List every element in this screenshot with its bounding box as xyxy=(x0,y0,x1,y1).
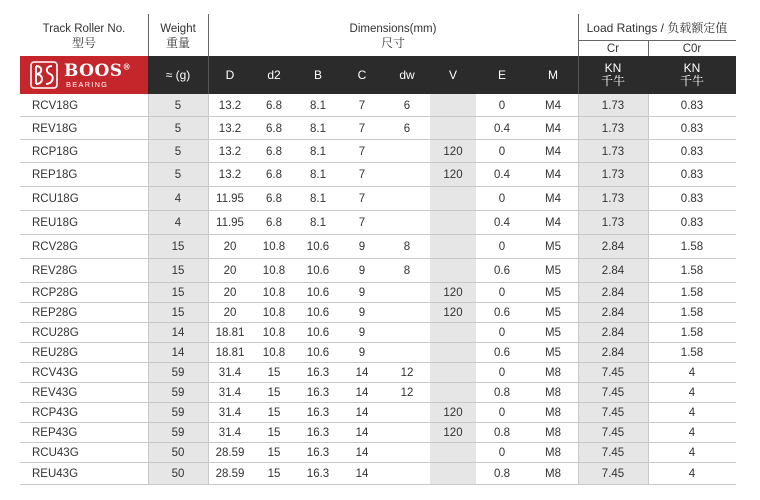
cell-c: 7 xyxy=(358,122,366,135)
cell-dw xyxy=(384,303,430,323)
cell-v xyxy=(430,235,476,259)
cell-c: 7 xyxy=(358,99,366,112)
cell-b: 16.3 xyxy=(306,387,330,399)
column-divider xyxy=(578,94,579,485)
cell-d: 11.95 xyxy=(216,217,244,229)
cell-d: 18.81 xyxy=(215,327,245,339)
table-row xyxy=(20,463,736,485)
cell-b: 8.1 xyxy=(310,145,326,158)
header-underline xyxy=(578,40,736,41)
brand-logo xyxy=(20,56,148,94)
cell-e: 0 xyxy=(498,145,506,158)
cell-c: 7 xyxy=(358,169,366,181)
cell-m: M8 xyxy=(545,468,561,480)
cell-v xyxy=(430,463,476,485)
dimensions-header xyxy=(208,22,578,50)
cell-name: REU28G xyxy=(32,347,79,359)
cell-cr: 7.45 xyxy=(578,363,648,383)
header-divider xyxy=(578,14,579,56)
table-row xyxy=(20,140,736,163)
kn-unit-zh: 千牛 xyxy=(679,74,704,88)
cell-dw: 6 xyxy=(403,99,411,112)
cell-c0r: 1.58 xyxy=(680,327,704,339)
cell-dw: 8 xyxy=(403,241,411,253)
cell-dw xyxy=(384,343,430,363)
cell-m: M4 xyxy=(545,145,561,158)
cell-b: 10.6 xyxy=(306,307,330,319)
model-header xyxy=(20,22,148,50)
cell-name: RCV28G xyxy=(32,241,79,253)
cell-name: REU43G xyxy=(32,468,79,480)
cell-cr: 1.73 xyxy=(578,140,648,163)
table-row xyxy=(20,323,736,343)
cell-e: 0.4 xyxy=(494,169,510,181)
cell-cr: 7.45 xyxy=(578,383,648,403)
cell-d: 31.4 xyxy=(218,427,242,439)
table-row xyxy=(20,343,736,363)
cell-e: 0 xyxy=(498,287,506,299)
band-separator xyxy=(578,56,579,94)
cell-name: RCU43G xyxy=(32,447,79,459)
weight-unit-header: ≈ (g) xyxy=(165,67,191,82)
cell-e: 0.6 xyxy=(494,347,510,359)
cell-m: M5 xyxy=(545,241,561,253)
cell-c: 14 xyxy=(355,468,369,480)
cell-dw: 12 xyxy=(400,387,414,399)
cell-d: 20 xyxy=(223,241,237,253)
cell-c0r: 0.83 xyxy=(680,145,704,158)
cell-v: 120 xyxy=(430,163,476,187)
cell-e: 0 xyxy=(498,327,506,339)
cell-m: M8 xyxy=(545,427,561,439)
column-divider xyxy=(208,94,209,485)
table-row xyxy=(20,117,736,140)
weight-header-zh: 重量 xyxy=(165,36,190,50)
cell-b: 16.3 xyxy=(306,407,330,419)
cell-b: 8.1 xyxy=(310,99,326,112)
cell-c0r: 1.58 xyxy=(680,265,704,277)
band-separator xyxy=(208,56,209,94)
cell-d2: 10.8 xyxy=(262,327,286,339)
cell-d2: 6.8 xyxy=(266,99,282,112)
cell-d: 11.95 xyxy=(216,193,244,205)
cell-w: 15 xyxy=(148,235,208,259)
cell-d2: 15 xyxy=(267,407,281,419)
cell-b: 8.1 xyxy=(310,193,326,205)
cell-c: 9 xyxy=(358,241,366,253)
cell-cr: 7.45 xyxy=(578,423,648,443)
cell-cr: 7.45 xyxy=(578,443,648,463)
cell-d2: 10.8 xyxy=(262,265,286,277)
cell-c: 7 xyxy=(358,193,366,205)
cell-d2: 15 xyxy=(267,427,281,439)
cell-cr: 2.84 xyxy=(578,259,648,283)
cell-e: 0 xyxy=(498,407,506,419)
cell-w: 5 xyxy=(148,163,208,187)
cell-d: 13.2 xyxy=(218,145,242,158)
cell-e: 0 xyxy=(498,241,506,253)
cell-v xyxy=(430,343,476,363)
weight-header xyxy=(148,22,208,50)
cell-v: 120 xyxy=(430,303,476,323)
cell-name: REP28G xyxy=(32,307,78,319)
cell-w: 50 xyxy=(148,463,208,485)
cell-dw xyxy=(384,140,430,163)
cell-m: M4 xyxy=(545,122,561,135)
cell-dw: 12 xyxy=(400,367,414,379)
cell-w: 59 xyxy=(148,363,208,383)
cell-e: 0 xyxy=(498,193,506,205)
column-header-dw: dw xyxy=(399,67,415,82)
cell-c0r: 1.58 xyxy=(680,287,704,299)
table-row xyxy=(20,235,736,259)
row-divider xyxy=(20,484,736,485)
table-row xyxy=(20,187,736,211)
cell-dw xyxy=(384,403,430,423)
table-row xyxy=(20,403,736,423)
table-row xyxy=(20,383,736,403)
cr-unit-header xyxy=(578,56,648,94)
cell-v xyxy=(430,363,476,383)
cell-name: REV28G xyxy=(32,265,78,277)
boos-logo-icon xyxy=(30,61,58,89)
cell-v xyxy=(430,443,476,463)
cell-m: M5 xyxy=(545,307,561,319)
cell-name: REV43G xyxy=(32,387,78,399)
cell-w: 15 xyxy=(148,283,208,303)
header-divider xyxy=(648,40,649,56)
cell-d: 13.2 xyxy=(218,99,242,112)
table-row xyxy=(20,163,736,187)
cell-w: 4 xyxy=(148,211,208,235)
cell-d2: 10.8 xyxy=(262,307,286,319)
cell-e: 0 xyxy=(498,367,506,379)
cell-name: RCU28G xyxy=(32,327,79,339)
cell-c0r: 4 xyxy=(688,468,696,480)
cell-cr: 2.84 xyxy=(578,323,648,343)
cell-m: M5 xyxy=(545,265,561,277)
cell-d: 31.4 xyxy=(218,407,242,419)
cell-m: M8 xyxy=(545,447,561,459)
weight-header-en: Weight xyxy=(160,23,196,35)
cell-c: 9 xyxy=(358,307,366,319)
cell-m: M4 xyxy=(545,169,561,181)
cell-c: 9 xyxy=(358,347,366,359)
cell-d2: 10.8 xyxy=(262,241,286,253)
cell-w: 15 xyxy=(148,259,208,283)
cell-c0r: 0.83 xyxy=(680,99,704,112)
cell-b: 16.3 xyxy=(306,367,330,379)
cell-d2: 10.8 xyxy=(262,347,286,359)
cell-d2: 10.8 xyxy=(262,287,286,299)
cell-dw: 6 xyxy=(403,122,411,135)
cell-c0r: 4 xyxy=(688,387,696,399)
cell-e: 0.8 xyxy=(494,468,510,480)
cell-w: 4 xyxy=(148,187,208,211)
cell-c: 9 xyxy=(358,327,366,339)
cell-d2: 6.8 xyxy=(266,193,282,205)
cell-v xyxy=(430,383,476,403)
model-header-zh: 型号 xyxy=(71,36,96,50)
cr-header: Cr xyxy=(606,43,620,55)
column-header-d2: d2 xyxy=(267,67,281,82)
cell-dw xyxy=(384,211,430,235)
cell-d: 18.81 xyxy=(215,347,245,359)
cell-dw xyxy=(384,443,430,463)
cell-w: 14 xyxy=(148,343,208,363)
cell-name: RCV18G xyxy=(32,99,79,112)
column-divider xyxy=(648,94,649,485)
cell-b: 10.6 xyxy=(306,265,330,277)
cell-m: M5 xyxy=(545,347,561,359)
cell-name: RCV43G xyxy=(32,367,79,379)
table-row xyxy=(20,259,736,283)
cell-w: 59 xyxy=(148,383,208,403)
cell-w: 5 xyxy=(148,117,208,140)
cell-c0r: 4 xyxy=(688,367,696,379)
brand-sub: BEARING xyxy=(66,80,109,89)
cell-cr: 1.73 xyxy=(578,117,648,140)
cell-v xyxy=(430,187,476,211)
cell-c0r: 4 xyxy=(688,407,696,419)
column-header-m: M xyxy=(548,67,558,82)
cell-c0r: 0.83 xyxy=(680,122,704,135)
cell-v: 120 xyxy=(430,423,476,443)
cell-d: 20 xyxy=(223,287,237,299)
cell-cr: 1.73 xyxy=(578,211,648,235)
cell-b: 16.3 xyxy=(306,427,330,439)
cell-c: 14 xyxy=(355,427,369,439)
cell-c0r: 0.83 xyxy=(680,169,704,181)
cell-c: 14 xyxy=(355,387,369,399)
cell-cr: 7.45 xyxy=(578,403,648,423)
cell-b: 8.1 xyxy=(310,217,326,229)
cell-cr: 1.73 xyxy=(578,187,648,211)
cell-v: 120 xyxy=(430,283,476,303)
cell-e: 0.4 xyxy=(494,122,510,135)
model-header-en: Track Roller No. xyxy=(42,23,126,35)
cell-cr: 2.84 xyxy=(578,343,648,363)
cell-cr: 1.73 xyxy=(578,163,648,187)
cell-name: REV18G xyxy=(32,122,78,135)
cell-m: M8 xyxy=(545,387,561,399)
column-divider xyxy=(148,94,149,485)
cell-dw: 8 xyxy=(403,265,411,277)
cell-cr: 2.84 xyxy=(578,303,648,323)
cell-c0r: 4 xyxy=(688,447,696,459)
cell-e: 0.6 xyxy=(494,307,510,319)
cell-cr: 2.84 xyxy=(578,283,648,303)
cell-v: 120 xyxy=(430,403,476,423)
load-ratings-header: Load Ratings / 负载额定值 xyxy=(586,21,728,35)
cell-name: RCP28G xyxy=(32,287,79,299)
cell-d2: 15 xyxy=(267,468,281,480)
cell-c0r: 0.83 xyxy=(680,193,704,205)
cell-d2: 6.8 xyxy=(266,145,282,158)
cell-m: M4 xyxy=(545,99,561,112)
cell-c: 7 xyxy=(358,217,366,229)
cell-dw xyxy=(384,163,430,187)
cell-v xyxy=(430,94,476,117)
cell-b: 10.6 xyxy=(306,347,330,359)
table-row xyxy=(20,423,736,443)
cell-cr: 2.84 xyxy=(578,235,648,259)
cell-dw xyxy=(384,283,430,303)
cell-c0r: 1.58 xyxy=(680,347,704,359)
cell-c: 9 xyxy=(358,265,366,277)
cell-m: M5 xyxy=(545,287,561,299)
cell-name: REU18G xyxy=(32,217,79,229)
table-row xyxy=(20,283,736,303)
kn-unit-en: KN xyxy=(683,61,701,75)
cell-name: REP43G xyxy=(32,427,78,439)
cell-v: 120 xyxy=(430,140,476,163)
cell-d: 20 xyxy=(223,307,237,319)
cell-e: 0 xyxy=(498,447,506,459)
cell-dw xyxy=(384,187,430,211)
cell-v xyxy=(430,323,476,343)
cell-dw xyxy=(384,423,430,443)
cell-d: 20 xyxy=(223,265,237,277)
cell-d: 13.2 xyxy=(218,169,242,181)
cell-m: M4 xyxy=(545,193,561,205)
cell-cr: 1.73 xyxy=(578,94,648,117)
cell-b: 10.6 xyxy=(306,241,330,253)
header-divider xyxy=(208,14,209,56)
cell-d: 13.2 xyxy=(218,122,242,135)
cell-w: 50 xyxy=(148,443,208,463)
cell-name: RCP18G xyxy=(32,145,79,158)
cell-e: 0.8 xyxy=(494,427,510,439)
dimensions-header-en: Dimensions(mm) xyxy=(349,23,437,35)
dimensions-header-zh: 尺寸 xyxy=(380,36,405,50)
cell-name: RCU18G xyxy=(32,193,79,205)
cell-c: 14 xyxy=(355,447,369,459)
registered-mark: ® xyxy=(122,61,132,72)
cell-m: M8 xyxy=(545,407,561,419)
cell-c: 9 xyxy=(358,287,366,299)
cell-e: 0.4 xyxy=(494,217,510,229)
c0r-header: C0r xyxy=(682,43,702,55)
cell-w: 14 xyxy=(148,323,208,343)
kn-unit-zh: 千牛 xyxy=(600,74,625,88)
table-row xyxy=(20,94,736,117)
cell-w: 5 xyxy=(148,94,208,117)
cell-d: 28.59 xyxy=(215,468,245,480)
cell-c0r: 1.58 xyxy=(680,307,704,319)
cell-b: 10.6 xyxy=(306,327,330,339)
cell-dw xyxy=(384,323,430,343)
cell-d2: 15 xyxy=(267,367,281,379)
cell-b: 16.3 xyxy=(306,468,330,480)
cell-b: 8.1 xyxy=(310,169,326,181)
cell-d2: 15 xyxy=(267,387,281,399)
brand-name-text: BOOS xyxy=(64,61,123,81)
column-header-b: B xyxy=(313,67,322,82)
cell-dw xyxy=(384,463,430,485)
brand-name xyxy=(64,61,131,81)
column-header-e: E xyxy=(497,67,506,82)
cell-e: 0.8 xyxy=(494,387,510,399)
cell-d2: 6.8 xyxy=(266,122,282,135)
cell-e: 0.6 xyxy=(494,265,510,277)
kn-unit-en: KN xyxy=(604,61,622,75)
table-row xyxy=(20,211,736,235)
cell-c: 14 xyxy=(355,367,369,379)
cell-c: 14 xyxy=(355,407,369,419)
cell-v xyxy=(430,211,476,235)
table-row xyxy=(20,363,736,383)
cell-b: 8.1 xyxy=(310,122,326,135)
cell-d: 31.4 xyxy=(218,387,242,399)
cell-v xyxy=(430,117,476,140)
cell-w: 5 xyxy=(148,140,208,163)
table-row xyxy=(20,303,736,323)
cell-b: 10.6 xyxy=(306,287,330,299)
cell-d2: 6.8 xyxy=(266,169,282,181)
cell-m: M5 xyxy=(545,327,561,339)
c0r-unit-header xyxy=(648,56,736,94)
cell-w: 59 xyxy=(148,403,208,423)
cell-c0r: 4 xyxy=(688,427,696,439)
cell-e: 0 xyxy=(498,99,506,112)
cell-c0r: 1.58 xyxy=(680,241,704,253)
cell-name: RCP43G xyxy=(32,407,79,419)
cell-w: 15 xyxy=(148,303,208,323)
cell-c: 7 xyxy=(358,145,366,158)
cell-w: 59 xyxy=(148,423,208,443)
cell-name: REP18G xyxy=(32,169,78,181)
column-header-v: V xyxy=(448,67,457,82)
cell-v xyxy=(430,259,476,283)
cell-d2: 15 xyxy=(267,447,281,459)
cell-cr: 7.45 xyxy=(578,463,648,485)
column-header-c: C xyxy=(357,67,367,82)
cell-b: 16.3 xyxy=(306,447,330,459)
cell-m: M8 xyxy=(545,367,561,379)
cell-d2: 6.8 xyxy=(266,217,282,229)
cell-c0r: 0.83 xyxy=(680,217,704,229)
table-row xyxy=(20,443,736,463)
cell-d: 28.59 xyxy=(215,447,245,459)
header-divider xyxy=(148,14,149,56)
column-header-d: D xyxy=(225,67,235,82)
cell-m: M4 xyxy=(545,217,561,229)
cell-d: 31.4 xyxy=(218,367,242,379)
